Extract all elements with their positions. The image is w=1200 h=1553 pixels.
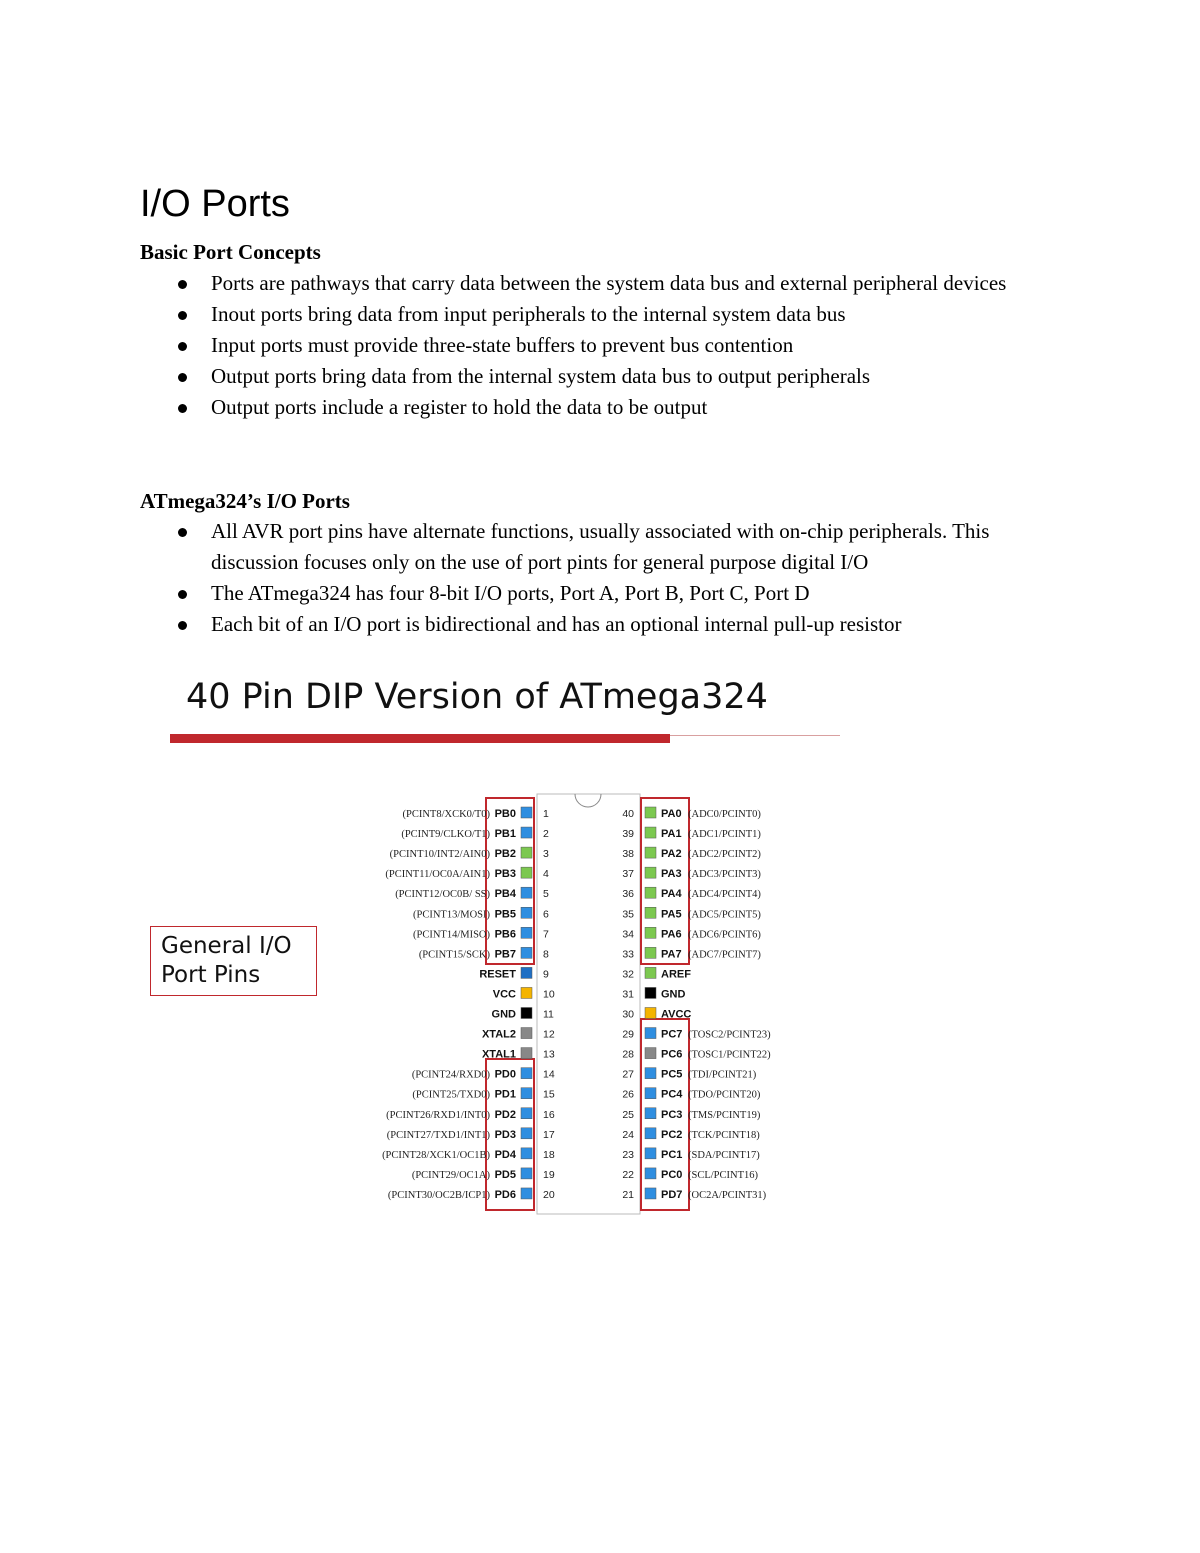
pin-function-21: (OC2A/PCINT31) — [688, 1189, 767, 1201]
figure-title: 40 Pin DIP Version of ATmega324 — [186, 677, 768, 717]
pin-name-26: PC4 — [661, 1088, 683, 1101]
pin-number-28: 28 — [622, 1048, 634, 1061]
pin-function-38: (ADC2/PCINT2) — [688, 849, 761, 861]
pin-name-16: PD2 — [494, 1108, 516, 1121]
pin-number-25: 25 — [622, 1108, 634, 1121]
pin-square-27 — [645, 1068, 656, 1079]
pin-square-3 — [521, 847, 532, 858]
pin-function-35: (ADC5/PCINT5) — [688, 909, 761, 921]
pin-number-24: 24 — [622, 1128, 634, 1141]
pin-number-11: 11 — [543, 1008, 554, 1021]
pin-square-28 — [645, 1048, 656, 1059]
pin-square-25 — [645, 1108, 656, 1119]
pin-function-15: (PCINT25/TXD0) — [412, 1089, 490, 1101]
pin-square-6 — [521, 907, 532, 918]
pin-function-4: (PCINT11/OC0A/AIN1) — [385, 869, 490, 881]
pin-name-13: XTAL1 — [481, 1048, 516, 1061]
pin-name-12: XTAL2 — [481, 1028, 516, 1041]
list-item: All AVR port pins have alternate functions, usually associated with on-chip peripherals. This discussion focuses only on the use of port pints for general purpose digital I/O — [178, 516, 1078, 578]
pin-number-20: 20 — [543, 1188, 555, 1201]
pin-number-38: 38 — [622, 848, 634, 861]
pin-name-2: PB1 — [494, 828, 516, 841]
pin-function-2: (PCINT9/CLKO/T1) — [401, 829, 490, 841]
pin-square-13 — [521, 1048, 532, 1059]
pin-name-18: PD4 — [494, 1148, 516, 1161]
pin-number-32: 32 — [622, 968, 634, 981]
pin-name-38: PA2 — [661, 848, 682, 861]
pin-function-7: (PCINT14/MISO) — [412, 929, 490, 941]
pin-function-8: (PCINT15/SCK) — [418, 949, 490, 961]
callout-line-2: Port Pins — [161, 962, 261, 988]
pin-number-31: 31 — [622, 988, 634, 1001]
pin-square-37 — [645, 867, 656, 878]
pin-function-39: (ADC1/PCINT1) — [688, 829, 761, 841]
pin-number-13: 13 — [543, 1048, 555, 1061]
pin-square-38 — [645, 847, 656, 858]
pin-square-4 — [521, 867, 532, 878]
pin-function-20: (PCINT30/OC2B/ICP1) — [387, 1189, 490, 1201]
pin-function-27: (TDI/PCINT21) — [688, 1069, 757, 1081]
section-heading-basic-port-concepts: Basic Port Concepts — [140, 240, 321, 264]
pin-number-40: 40 — [622, 808, 634, 820]
pin-name-5: PB4 — [494, 888, 516, 901]
pin-square-34 — [645, 927, 656, 938]
pin-number-17: 17 — [543, 1128, 555, 1141]
pin-square-35 — [645, 907, 656, 918]
pin-name-1: PB0 — [494, 808, 516, 820]
pin-function-23: (SDA/PCINT17) — [688, 1149, 760, 1161]
pin-name-6: PB5 — [494, 908, 516, 921]
pin-square-10 — [521, 987, 532, 998]
pin-function-22: (SCL/PCINT16) — [688, 1169, 759, 1181]
pin-square-22 — [645, 1168, 656, 1179]
pin-number-21: 21 — [622, 1188, 634, 1201]
pin-function-37: (ADC3/PCINT3) — [688, 869, 761, 881]
pin-function-24: (TCK/PCINT18) — [688, 1129, 760, 1141]
pin-square-40 — [645, 807, 656, 818]
pin-number-35: 35 — [622, 908, 634, 921]
pin-number-36: 36 — [622, 888, 634, 901]
pin-square-32 — [645, 967, 656, 978]
pin-number-1: 1 — [543, 808, 549, 820]
pin-name-9: RESET — [479, 968, 516, 981]
pin-square-8 — [521, 947, 532, 958]
pin-number-5: 5 — [543, 888, 549, 901]
list-item: Ports are pathways that carry data between the system data bus and external peripheral devices — [178, 268, 1078, 299]
pin-square-33 — [645, 947, 656, 958]
list-item: Output ports include a register to hold the data to be output — [178, 392, 1078, 423]
pin-square-12 — [521, 1028, 532, 1039]
pin-square-19 — [521, 1168, 532, 1179]
pin-function-19: (PCINT29/OC1A) — [411, 1169, 490, 1181]
pin-name-7: PB6 — [494, 928, 516, 941]
pin-square-24 — [645, 1128, 656, 1139]
pin-name-27: PC5 — [661, 1068, 683, 1081]
pin-name-10: VCC — [492, 988, 516, 1001]
pin-number-15: 15 — [543, 1088, 555, 1101]
pin-function-17: (PCINT27/TXD1/INT1) — [386, 1129, 490, 1141]
pin-number-6: 6 — [543, 908, 549, 921]
pin-name-14: PD0 — [494, 1068, 516, 1081]
pin-number-16: 16 — [543, 1108, 555, 1121]
pin-name-8: PB7 — [494, 948, 516, 961]
pin-square-14 — [521, 1068, 532, 1079]
pin-name-15: PD1 — [494, 1088, 516, 1101]
pin-name-19: PD5 — [494, 1168, 516, 1181]
pin-function-33: (ADC7/PCINT7) — [688, 949, 761, 961]
pin-number-8: 8 — [543, 948, 549, 961]
pin-number-23: 23 — [622, 1148, 634, 1161]
pin-number-10: 10 — [543, 988, 555, 1001]
pin-number-26: 26 — [622, 1088, 634, 1101]
pin-square-21 — [645, 1188, 656, 1199]
pin-function-6: (PCINT13/MOSI) — [412, 909, 490, 921]
pin-square-2 — [521, 827, 532, 838]
pin-square-30 — [645, 1008, 656, 1019]
pin-number-3: 3 — [543, 848, 549, 861]
pin-name-22: PC0 — [661, 1168, 683, 1181]
pin-square-15 — [521, 1088, 532, 1099]
pin-name-20: PD6 — [494, 1188, 516, 1201]
pin-number-12: 12 — [543, 1028, 555, 1041]
pin-square-20 — [521, 1188, 532, 1199]
pin-square-1 — [521, 807, 532, 818]
pin-function-1: (PCINT8/XCK0/T0) — [402, 809, 490, 820]
pin-function-14: (PCINT24/RXD0) — [411, 1069, 490, 1081]
pin-function-18: (PCINT28/XCK1/OC1B) — [382, 1149, 490, 1161]
pin-number-14: 14 — [543, 1068, 555, 1081]
pin-number-33: 33 — [622, 948, 634, 961]
pin-number-19: 19 — [543, 1168, 555, 1181]
pin-function-26: (TDO/PCINT20) — [688, 1089, 761, 1101]
pin-square-18 — [521, 1148, 532, 1159]
pin-name-11: GND — [491, 1008, 516, 1021]
pin-square-17 — [521, 1128, 532, 1139]
pin-number-22: 22 — [622, 1168, 634, 1181]
pin-name-3: PB2 — [494, 848, 516, 861]
pin-name-36: PA4 — [661, 888, 682, 901]
pin-number-29: 29 — [622, 1028, 634, 1041]
pin-name-28: PC6 — [661, 1048, 683, 1061]
pin-number-9: 9 — [543, 968, 549, 981]
pin-name-32: AREF — [661, 968, 691, 981]
list-item: The ATmega324 has four 8-bit I/O ports, Port A, Port B, Port C, Port D — [178, 578, 1078, 609]
pin-name-39: PA1 — [661, 828, 682, 841]
pin-square-39 — [645, 827, 656, 838]
pin-function-16: (PCINT26/RXD1/INT0) — [386, 1109, 490, 1121]
pin-number-30: 30 — [622, 1008, 634, 1021]
pin-function-29: (TOSC2/PCINT23) — [688, 1029, 771, 1041]
pin-function-3: (PCINT10/INT2/AIN0) — [389, 849, 490, 861]
pin-name-31: GND — [661, 988, 686, 1001]
pin-name-33: PA7 — [661, 948, 682, 961]
pin-name-34: PA6 — [661, 928, 682, 941]
pin-square-11 — [521, 1008, 532, 1019]
pin-square-7 — [521, 927, 532, 938]
pin-number-7: 7 — [543, 928, 549, 941]
pin-square-5 — [521, 887, 532, 898]
pin-name-35: PA5 — [661, 908, 682, 921]
list-item: Input ports must provide three-state buffers to prevent bus contention — [178, 330, 1078, 361]
section-heading-atmega324-io-ports: ATmega324’s I/O Ports — [140, 489, 350, 513]
list-item: Inout ports bring data from input peripherals to the internal system data bus — [178, 299, 1078, 330]
pin-square-36 — [645, 887, 656, 898]
pin-name-30: AVCC — [661, 1008, 692, 1021]
pin-name-24: PC2 — [661, 1128, 683, 1141]
pin-square-16 — [521, 1108, 532, 1119]
pin-square-26 — [645, 1088, 656, 1099]
pin-number-39: 39 — [622, 828, 634, 841]
pin-function-36: (ADC4/PCINT4) — [688, 889, 761, 901]
pin-square-9 — [521, 967, 532, 978]
pin-number-4: 4 — [543, 868, 549, 881]
pin-function-34: (ADC6/PCINT6) — [688, 929, 761, 941]
list-item: Output ports bring data from the internal system data bus to output peripherals — [178, 361, 1078, 392]
pin-name-29: PC7 — [661, 1028, 683, 1041]
pin-name-23: PC1 — [661, 1148, 683, 1161]
pin-square-31 — [645, 987, 656, 998]
pin-number-18: 18 — [543, 1148, 555, 1161]
pin-number-37: 37 — [622, 868, 634, 881]
pin-square-29 — [645, 1028, 656, 1039]
pin-name-40: PA0 — [661, 808, 682, 820]
pin-name-25: PC3 — [661, 1108, 683, 1121]
pin-number-34: 34 — [622, 928, 634, 941]
pin-function-5: (PCINT12/OC0B/ SS) — [395, 889, 490, 901]
pin-name-37: PA3 — [661, 868, 682, 881]
pin-name-21: PD7 — [661, 1188, 683, 1201]
pin-function-28: (TOSC1/PCINT22) — [688, 1049, 771, 1061]
pin-number-2: 2 — [543, 828, 549, 841]
callout-line-1: General I/O — [161, 933, 292, 959]
pin-square-23 — [645, 1148, 656, 1159]
pin-function-25: (TMS/PCINT19) — [688, 1109, 761, 1121]
page-title: I/O Ports — [140, 183, 290, 225]
list-item: Each bit of an I/O port is bidirectional and has an optional internal pull-up resistor — [178, 609, 1078, 640]
pin-name-17: PD3 — [494, 1128, 516, 1141]
pin-name-4: PB3 — [494, 868, 516, 881]
pin-number-27: 27 — [622, 1068, 634, 1081]
pin-function-40: (ADC0/PCINT0) — [688, 809, 761, 820]
